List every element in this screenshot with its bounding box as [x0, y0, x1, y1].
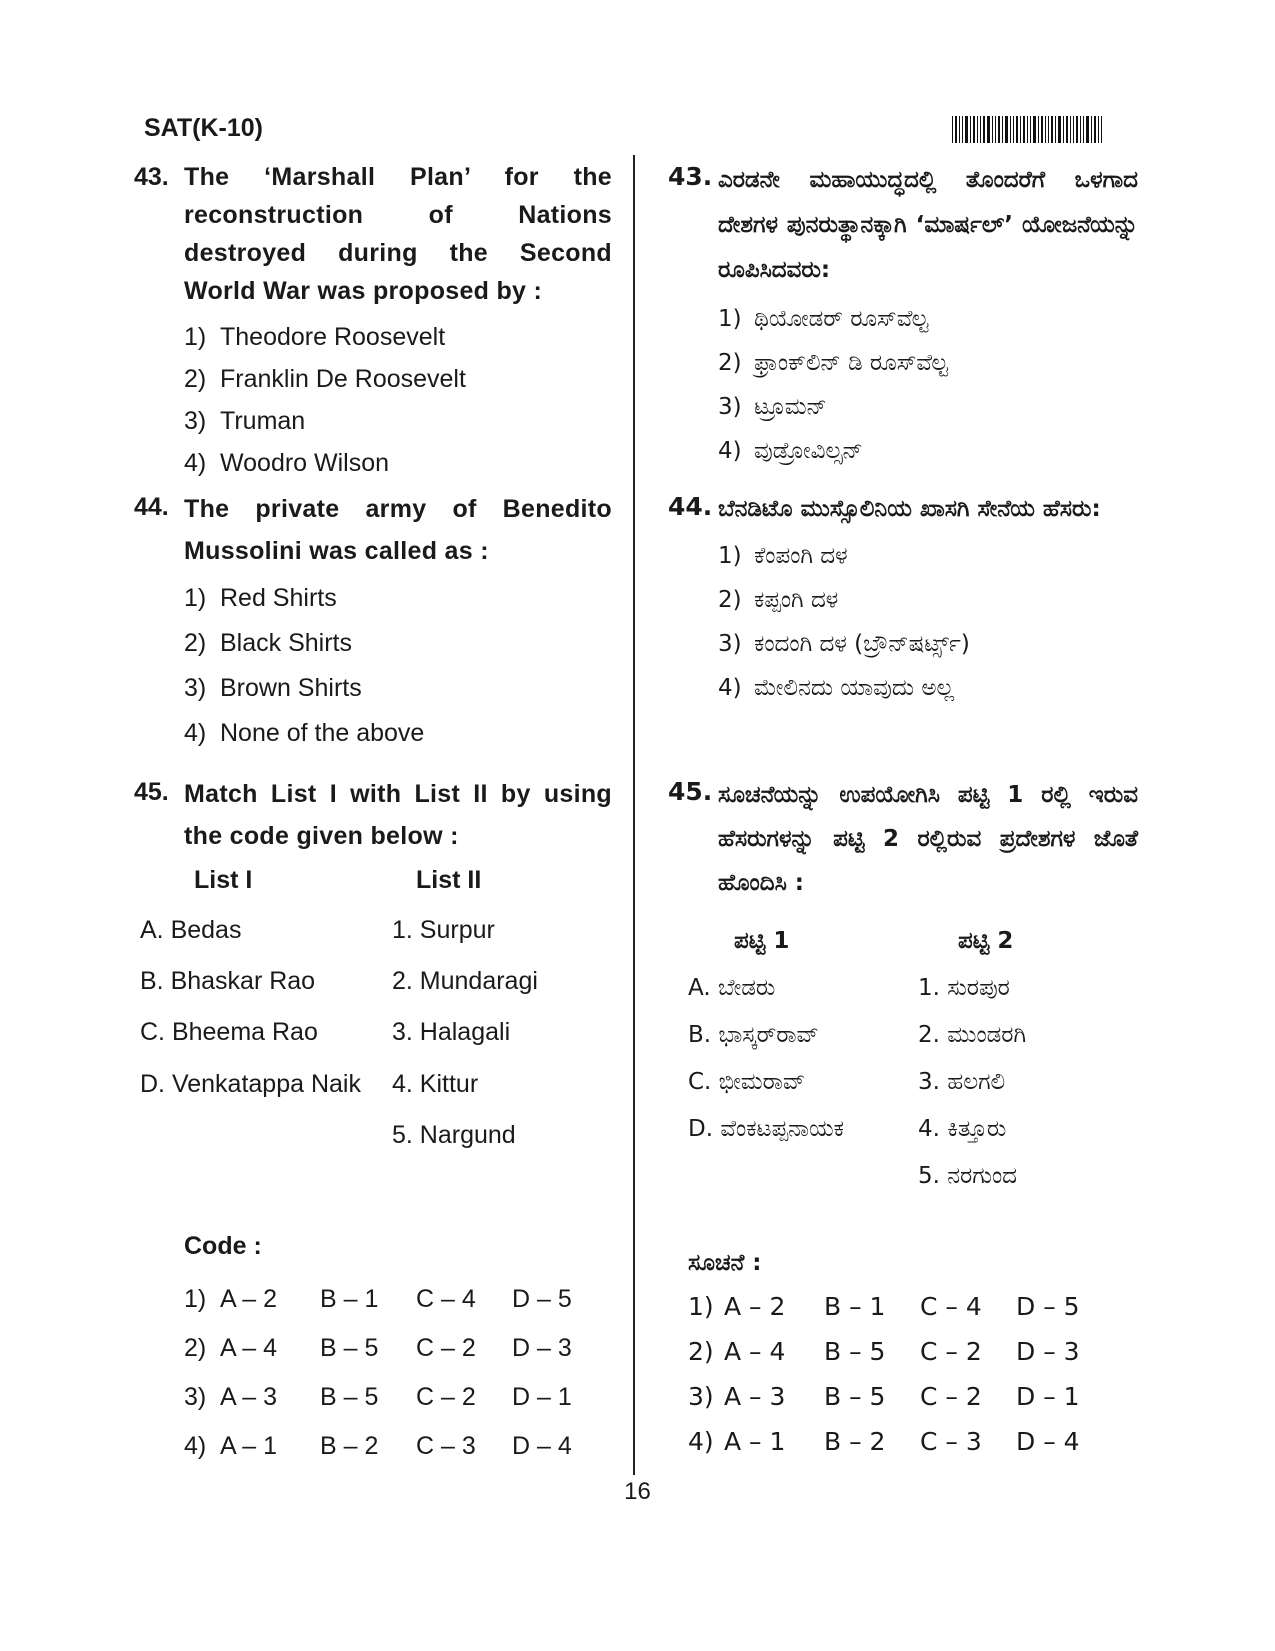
barcode-bar	[1086, 116, 1089, 143]
option-number: 1)	[718, 306, 742, 332]
option-4[interactable]	[184, 442, 612, 484]
barcode-bar	[1041, 116, 1043, 143]
option-text: ವುಡ್ರೋವಿಲ್ಸನ್	[754, 438, 863, 464]
code-pair: D – 3	[512, 1334, 572, 1362]
option-text: ಫ್ರಾಂಕ್‌ಲಿನ್ ಡಿ ರೂಸ್‌ವೆಲ್ಟ	[754, 350, 948, 376]
question-44-kn	[668, 488, 1138, 710]
code-pair: C – 4	[920, 1292, 982, 1321]
list1-header: List I	[194, 866, 253, 894]
question-number: 45.	[134, 778, 169, 806]
question-number: 43.	[668, 162, 713, 191]
code-pair: B – 2	[320, 1432, 379, 1460]
option-2[interactable]	[718, 578, 1138, 622]
option-text: Franklin De Roosevelt	[220, 365, 466, 393]
barcode-bar	[995, 116, 996, 143]
option-3[interactable]	[184, 400, 612, 442]
option-text: ಥಿಯೋಡರ್ ರೂಸ್‌ವೆಲ್ಟ	[754, 306, 929, 332]
barcode-bar	[987, 116, 990, 143]
barcode-bar	[1091, 116, 1092, 143]
option-3[interactable]	[718, 622, 1138, 666]
code-pair: C – 2	[920, 1382, 982, 1411]
barcode-bar	[959, 116, 960, 143]
barcode-bar	[1045, 116, 1046, 143]
option-4[interactable]	[718, 666, 1138, 710]
question-number: 44.	[668, 492, 713, 521]
list1-item: B. ಭಾಸ್ಕರ್‌ರಾವ್	[688, 1022, 819, 1048]
code-pair: D – 5	[512, 1285, 572, 1313]
option-2[interactable]	[184, 358, 612, 400]
barcode-bar	[1098, 116, 1099, 143]
option-text: Theodore Roosevelt	[220, 323, 446, 351]
option-number: 4)	[718, 675, 742, 701]
list1-item: D. Venkatappa Naik	[140, 1070, 361, 1098]
code-pair: A – 4	[220, 1334, 277, 1362]
list1-item: A. ಬೇಡರು	[688, 975, 776, 1001]
code-pair: A – 3	[220, 1383, 277, 1411]
option-text: Woodro Wilson	[220, 449, 390, 477]
list1-header: ಪಟ್ಟಿ 1	[734, 928, 790, 954]
code-number: 1)	[688, 1292, 714, 1321]
list2-item: 1. Surpur	[392, 916, 495, 944]
list1-item: C. Bheema Rao	[140, 1018, 318, 1046]
question-43-kn	[668, 158, 1138, 473]
barcode-bar	[1058, 116, 1061, 143]
code-option-4[interactable]	[688, 1419, 1108, 1464]
options-list	[718, 297, 1138, 473]
code-pair: A – 4	[724, 1337, 786, 1366]
code-pair: C – 3	[920, 1427, 982, 1456]
question-text: The private army of Benedito Mussolini was called as :	[184, 495, 612, 565]
barcode-bar	[1063, 116, 1064, 143]
option-number: 3)	[184, 674, 207, 702]
option-number: 1)	[184, 584, 207, 612]
code-block-en	[184, 1232, 604, 1471]
barcode-bar	[962, 116, 963, 143]
option-text: ಕಪ್ಪಂಗಿ ದಳ	[754, 587, 839, 613]
code-option-1[interactable]	[184, 1275, 604, 1324]
column-divider	[633, 155, 635, 1475]
option-text: ಕೆಂಪಂಗಿ ದಳ	[754, 543, 848, 569]
barcode-bar	[980, 116, 981, 143]
code-pair: B – 5	[824, 1382, 886, 1411]
barcode-bar	[1055, 116, 1056, 143]
barcode-bar	[992, 116, 993, 143]
barcode-bar	[970, 116, 971, 143]
list1-item: C. ಭೀಮರಾವ್	[688, 1069, 806, 1095]
list1-item: B. Bhaskar Rao	[140, 967, 316, 995]
barcode-bar	[1051, 116, 1053, 143]
option-1[interactable]	[718, 297, 1138, 341]
barcode	[952, 116, 1124, 143]
list2-item: 3. Halagali	[392, 1018, 511, 1046]
barcode-bar	[1033, 116, 1036, 143]
question-number: 44.	[134, 493, 169, 521]
barcode-bar	[973, 116, 975, 143]
barcode-bar	[1030, 116, 1031, 143]
barcode-bar	[983, 116, 985, 143]
option-number: 2)	[184, 365, 207, 393]
barcode-bar	[1023, 116, 1025, 143]
option-number: 4)	[718, 438, 742, 464]
question-text: ಸೂಚನೆಯನ್ನು ಉಪಯೋಗಿಸಿ ಪಟ್ಟಿ 1 ರಲ್ಲಿ ಇರುವ ಹೆಸರುಗಳನ್ನು ಪಟ್ಟಿ 2 ರಲ್ಲಿರುವ ಪ್ರದೇಶಗಳ ಜೊತೆ ಹೊಂದಿಸಿ :	[718, 782, 1138, 896]
option-1[interactable]	[718, 534, 1138, 578]
question-text: ಬೆನಡಿಟೊ ಮುಸ್ಸೊಲಿನಿಯ ಖಾಸಗಿ ಸೇನೆಯ ಹೆಸರು:	[718, 496, 1101, 522]
code-option-2[interactable]	[688, 1329, 1108, 1374]
code-pair: D – 5	[1016, 1292, 1080, 1321]
list2-item: 2. ಮುಂಡರಗಿ	[918, 1022, 1027, 1048]
option-number: 4)	[184, 449, 207, 477]
code-pair: B – 5	[320, 1334, 379, 1362]
code-pair: D – 1	[512, 1383, 572, 1411]
list2-item: 2. Mundaragi	[392, 967, 538, 995]
list2-item: 3. ಹಲಗಲಿ	[918, 1069, 1006, 1095]
option-number: 1)	[718, 543, 742, 569]
barcode-bar	[1010, 116, 1011, 143]
code-pair: C – 2	[416, 1383, 476, 1411]
option-text: ಕಂದಂಗಿ ದಳ (ಬ್ರೌನ್‌ಷರ್ಟ್ಸ್)	[754, 631, 970, 657]
code-pair: B – 5	[824, 1337, 886, 1366]
code-option-2[interactable]	[184, 1324, 604, 1373]
option-number: 3)	[718, 394, 742, 420]
option-3[interactable]	[184, 666, 612, 711]
barcode-bar	[965, 116, 968, 143]
code-pair: A – 2	[220, 1285, 277, 1313]
code-pair: D – 1	[1016, 1382, 1080, 1411]
list2-header: List II	[416, 866, 482, 894]
code-pair: A – 3	[724, 1382, 786, 1411]
option-text: ಮೇಲಿನದು ಯಾವುದು ಅಲ್ಲ	[754, 675, 955, 701]
option-number: 1)	[184, 323, 207, 351]
code-number: 2)	[184, 1334, 207, 1362]
barcode-bar	[1073, 116, 1074, 143]
barcode-bar	[955, 116, 957, 143]
question-43-en	[134, 158, 612, 484]
code-pair: C – 2	[416, 1334, 476, 1362]
option-text: None of the above	[220, 719, 425, 747]
question-45-en	[134, 773, 612, 857]
code-pair: A – 2	[724, 1292, 786, 1321]
option-number: 2)	[184, 629, 207, 657]
code-pair: C – 2	[920, 1337, 982, 1366]
list2-item: 4. Kittur	[392, 1070, 479, 1098]
option-1[interactable]	[184, 316, 612, 358]
barcode-bar	[1048, 116, 1049, 143]
option-2[interactable]	[184, 621, 612, 666]
option-number: 2)	[718, 587, 742, 613]
code-pair: D – 3	[1016, 1337, 1080, 1366]
list2-item: 5. Nargund	[392, 1121, 516, 1149]
option-4[interactable]	[718, 429, 1138, 473]
option-text: Brown Shirts	[220, 674, 362, 702]
list2-item: 5. ನರಗುಂದ	[918, 1163, 1018, 1189]
code-number: 4)	[688, 1427, 714, 1456]
barcode-bar	[1027, 116, 1028, 143]
option-text: ಟ್ರೂಮನ್	[754, 394, 827, 420]
options-list	[184, 316, 612, 484]
code-pair: D – 4	[512, 1432, 572, 1460]
code-pair: B – 1	[824, 1292, 886, 1321]
code-number: 3)	[688, 1382, 714, 1411]
barcode-bar	[1002, 116, 1003, 143]
barcode-bar	[1005, 116, 1008, 143]
question-text: The ‘Marshall Plan’ for the reconstruction of Nations destroyed during the Second World War was proposed by :	[184, 163, 612, 305]
barcode-bar	[952, 116, 953, 143]
exam-code: SAT(K-10)	[144, 114, 263, 142]
option-number: 3)	[718, 631, 742, 657]
code-number: 1)	[184, 1285, 207, 1313]
options-list	[184, 576, 612, 756]
barcode-bar	[998, 116, 1000, 143]
barcode-bar	[1076, 116, 1078, 143]
barcode-bar	[1094, 116, 1096, 143]
option-1[interactable]	[184, 576, 612, 621]
question-text: Match List I with List II by using the code given below :	[184, 780, 612, 850]
code-pair: B – 2	[824, 1427, 886, 1456]
list1-item: A. Bedas	[140, 916, 242, 944]
code-pair: C – 3	[416, 1432, 476, 1460]
list2-header: ಪಟ್ಟಿ 2	[958, 928, 1014, 954]
barcode-bar	[1013, 116, 1014, 143]
code-option-1[interactable]	[688, 1284, 1108, 1329]
option-3[interactable]	[718, 385, 1138, 429]
list1-item: D. ವೆಂಕಟಪ್ಪನಾಯಕ	[688, 1116, 844, 1142]
barcode-bar	[1101, 116, 1102, 143]
question-45-kn	[668, 773, 1138, 905]
barcode-bar	[1070, 116, 1071, 143]
barcode-bar	[1016, 116, 1018, 143]
options-list	[718, 534, 1138, 710]
option-number: 3)	[184, 407, 207, 435]
list2-item: 4. ಕಿತ್ತೂರು	[918, 1116, 1007, 1142]
list2-item: 1. ಸುರಪುರ	[918, 975, 1010, 1001]
question-number: 45.	[668, 777, 713, 806]
option-text: Black Shirts	[220, 629, 352, 657]
code-pair: C – 4	[416, 1285, 476, 1313]
question-text: ಎರಡನೇ ಮಹಾಯುದ್ಧದಲ್ಲಿ ತೊಂದರೆಗೆ ಒಳಗಾದ ದೇಶಗಳ ಪುನರುತ್ಥಾನಕ್ಕಾಗಿ ‘ಮಾರ್ಷಲ್’ ಯೋಜನೆಯನ್ನು ರೂಪಿಸಿದವರು:	[718, 167, 1138, 283]
code-pair: A – 1	[724, 1427, 786, 1456]
code-block-kn	[688, 1250, 1108, 1464]
code-option-3[interactable]	[184, 1373, 604, 1422]
code-pair: B – 1	[320, 1285, 379, 1313]
barcode-bar	[1020, 116, 1021, 143]
code-pair: B – 5	[320, 1383, 379, 1411]
option-number: 4)	[184, 719, 207, 747]
barcode-bar	[1066, 116, 1068, 143]
code-title: ಸೂಚನೆ :	[688, 1250, 762, 1276]
code-pair: A – 1	[220, 1432, 277, 1460]
barcode-bar	[1083, 116, 1084, 143]
code-number: 3)	[184, 1383, 207, 1411]
question-number: 43.	[134, 163, 169, 191]
code-title: Code :	[184, 1232, 262, 1260]
question-44-en	[134, 488, 612, 756]
option-2[interactable]	[718, 341, 1138, 385]
code-option-4[interactable]	[184, 1422, 604, 1471]
option-4[interactable]	[184, 711, 612, 756]
code-option-3[interactable]	[688, 1374, 1108, 1419]
option-text: Truman	[220, 407, 306, 435]
option-number: 2)	[718, 350, 742, 376]
code-pair: D – 4	[1016, 1427, 1080, 1456]
barcode-bar	[977, 116, 978, 143]
barcode-bar	[1038, 116, 1039, 143]
code-number: 2)	[688, 1337, 714, 1366]
code-number: 4)	[184, 1432, 207, 1460]
option-text: Red Shirts	[220, 584, 337, 612]
page-number: 16	[624, 1478, 651, 1505]
barcode-bar	[1080, 116, 1081, 143]
